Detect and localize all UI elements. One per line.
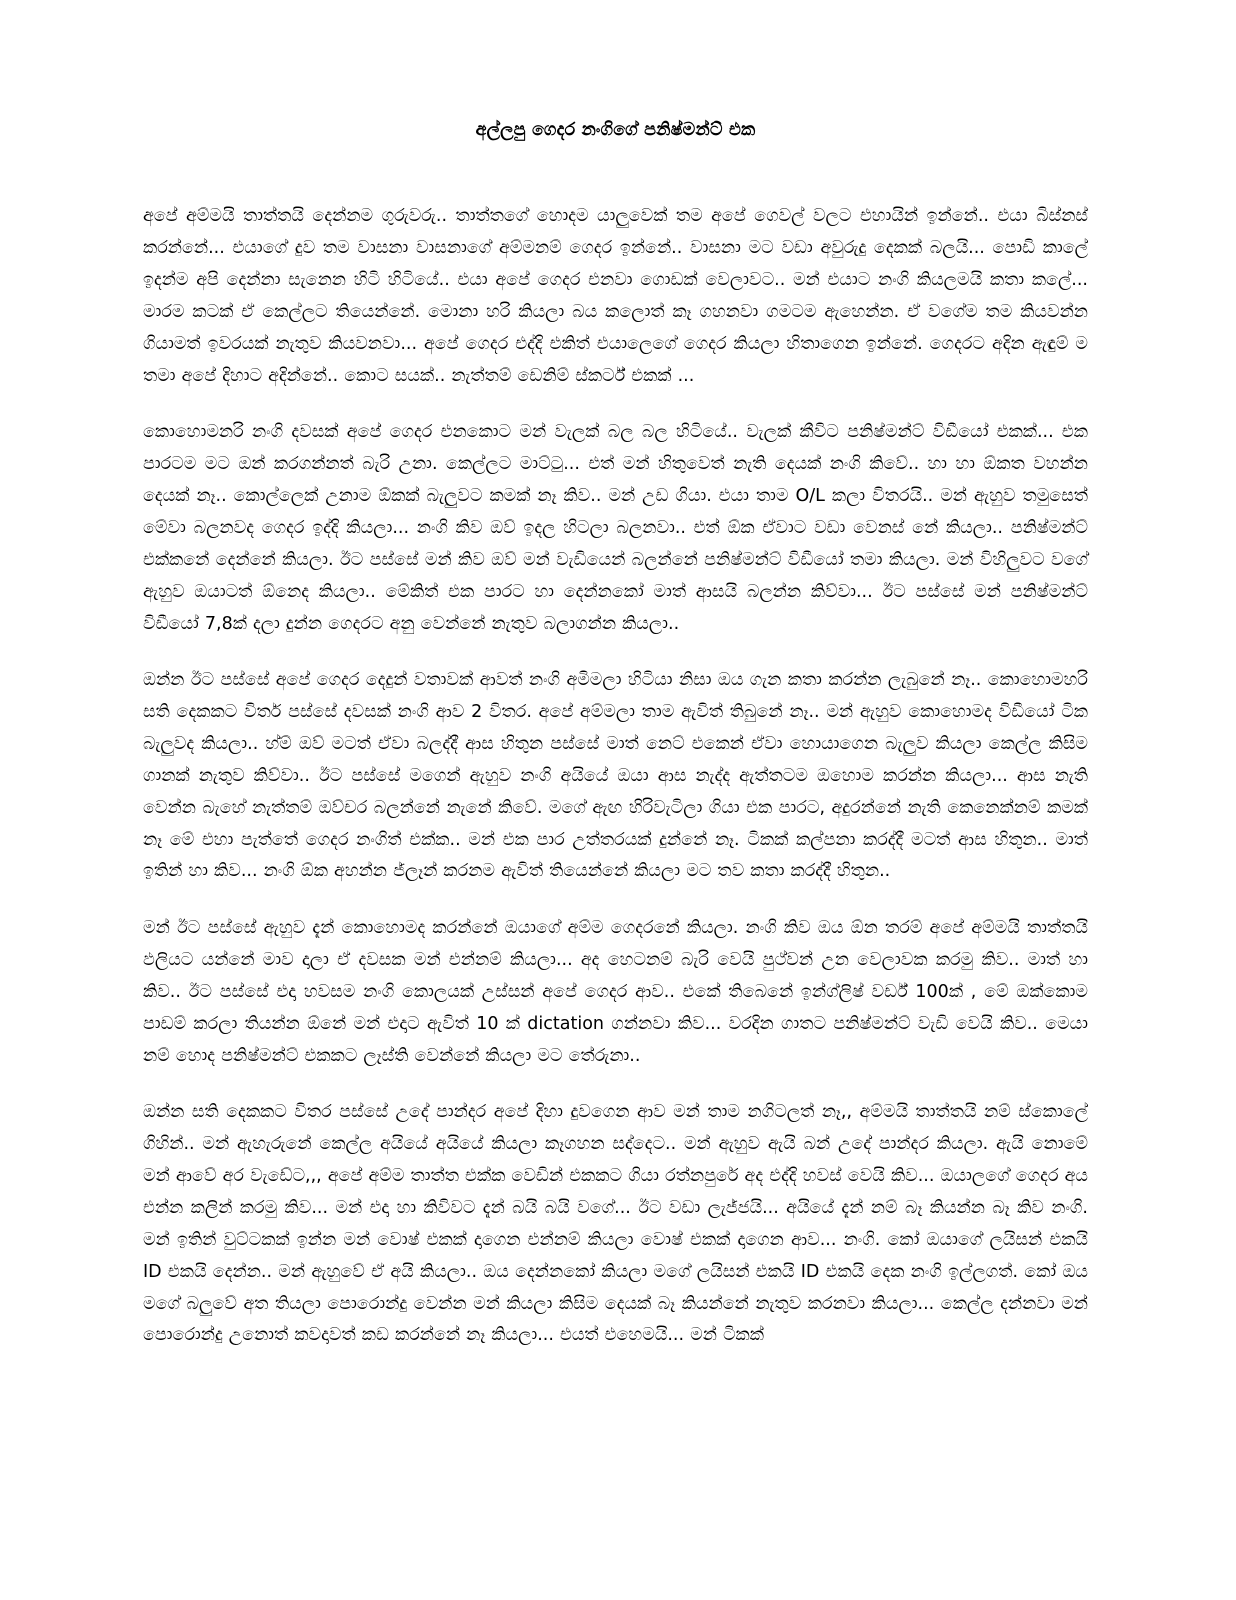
page-title: අල්ලපු ගෙදර නංගිගේ පනිෂ්මන්ට් එක [475, 120, 756, 140]
paragraph: අපේ අම්මයි තාත්තයි දෙන්නම ගුරුවරු.. තාත්තගේ හොදම යාලුවෙක් තම අපේ ගෙවල් වලට එහායින් ඉන්නේ.. එයා බිස්නස් කරන්නේ... එයාගේ දුව තම වාසනා වාසනාගේ අම්මනම් ගෙදර ඉන්නේ.. වාසනා මට වඩා අවුරුදු දෙකක් බලයි... පොඩි කාලේ ඉදන්ම අපි දෙන්නා සැනෙන හිටි හිටියේ.. එයා අපේ ගෙදර එනවා ගොඩක් වෙලාවට.. මන් එයාට නංගි කියලමයි කතා කලේ... මාරම කටක් ඒ කෙල්ලට තියෙන්නේ. මොනා හරි කියලා බය කලොත් කෑ ගහනවා ගමටම ඇහෙන්න. ඒ වගේම තම කියවන්න ගියාමත් ඉවරයක් නැතුව කියවනවා... අපේ ගෙදර එද්දි එකිත් එයාලෙගේ ගෙදර කියලා හිතාගෙන ඉන්නේ. ගෙදරට අදින ඇඳුම් ම තමා අපේ දිහාට අදින්නේ.. කොට සයක්.. නැත්තම් ඩෙනිම් ස්කර්ට් එකක් ... [143, 206, 1088, 386]
paragraph: කොහොමනරි නංගි දවසක් අපේ ගෙදර එනකොට මන් වැලක් බල බල හිටියේ.. වැලක් කීවිට පනිෂ්මන්ට් විඩීයෝ එකක්... එක පාරටම මට ඔන් කරගන්නත් බැරි උනා. කෙල්ලට මාට්ටු... එත් මන් හිතුවෙත් නැති දෙයක් නංගි කිවේ.. හා හා ඕකත වහන්න දෙයක් නෑ.. කොල්ලෙක් උනාම ඕකක් බැලුවට කමක් නෑ කිව.. මන් උඩ ගියා. එයා තාම O/L කලා විතරයි.. මන් ඇහුව තමුසෙත් මේවා බලනවද ගෙදර ඉද්දි කියලා... නංගි කිව ඔව් ඉදල හිටලා බලනවා.. එත් ඕක ඒවාට වඩා වෙනස් නේ කියලා.. පනිෂ්මන්ට් එක්කනේ දෙන්නේ කියලා. ඊට පස්සේ මන් කිව ඔව් මන් වැඩියෙන් බලන්නේ පනිෂ්මන්ට් විඩීයෝ තමා කියලා. මන් විහිලුවට වගේ ඇහුව ඔයාටත් ඕනෙද කියලා.. මේකිත් එක පාරට හා දෙන්නකෝ මාත් ආසයි බලන්න කිව්වා... ඊට පස්සේ මන් පනිෂ්මන්ට් විඩීයෝ 7,8ක් දලා දුන්න ගෙදරට අනු වෙන්නේ නැතුව බලාගන්න කියලා.. [143, 422, 1088, 634]
paragraph: මන් ඊට පස්සේ ඇහුව දැන් කොහොමද කරන්නේ ඔයාගේ අම්ම ගෙදරනේ කියලා. නංගි කිව ඔය ඕන තරම් අපේ අම්මයි තාත්තයි ඵලියට යන්නේ මාව දාලා ඒ දවසක මන් එන්නම් කියලා... අද හෙටනම් බැරි වෙයි පුථ්වන් උන වෙලාවක කරමු කිව.. මාත් හා කිව.. ඊට පස්සේ එදා හවසම නංගි කොලයක් උස්සන් අපේ ගෙදර ආව.. එකේ තිබෙනේ ඉන්ග්ලිෂ් වර්ඩ් 100ක් , මේ ඔක්කොම පාඩම් කරලා තියන්න ඕනේ මන් එදාට ඇවිත් 10 ක් dictation ගන්නවා කිව... වරදින ගාතට පනිෂ්මන්ට් වැඩි වෙයි කිව.. මෙයා නම් හොද පනිෂ්මන්ට් එකකට ලෑස්ති වෙන්නේ කියලා මට තේරුනා.. [143, 918, 1088, 1066]
document-body [143, 201, 1088, 1352]
paragraph: ඔන්න සති දෙකකට විතර පස්සේ උදේ පාන්දර අපේ දිහා දුවගෙන ආව මන් තාම නගිටලත් නෑ,, අම්මයි තාත්තයි නම් ස්කොලේ ගිහින්.. මන් ඇහැරුනේ කෙල්ල අයියේ අයියේ කියලා කෑගහන සද්දෙට.. මන් ඇහුව ඇයි බන් උදේ පාන්දර කියලා. ඇයි නොමේ මන් ආවේ අර වැඩේට,,, අපේ අම්ම තාත්ත එක්ක වෙඩින් එකකට ගියා රත්නපුරේ අද එද්දි හවස් වෙයි කිව... ඔයාලගේ ගෙදර අය එන්න කලින් කරමු කිව... මන් එදා හා කිවිවට දැන් බයි බයි වගේ... ඊට වඩා ලැජ්ජයි... අයියේ දැන් නම් බෑ කියන්න බෑ කිව නංගි. මන් ඉතින් වුට්ටකක් ඉන්න මන් වොෂ් එකක් දාගෙන එන්නම් කියලා වොෂ් එකක් දාගෙන ආව... නංගි. කෝ ඔයාගේ ලයිසන් එකයි ID එකයි දෙන්න.. මන් ඇහුවේ ඒ අයි කියලා.. ඔය දෙන්නකෝ කියලා මගේ ලයිසන් එකයි ID එකයි දෙක නංගි ඉල්ලගත්. කෝ ඔය මගේ බලුවේ අත තියලා පොරොන්දු වෙන්න මන් කියලා කිසිම දෙයක් බෑ කියන්නේ නැතුව කරනවා කියලා... කෙල්ල දන්නවා මන් පොරොන්දු උනොත් කවදාවත් කඩ කරන්නේ නෑ කියලා... එයත් එහෙමයි... මන් ටිකක් [143, 1102, 1088, 1346]
paragraph: ඔන්න ඊට පස්සේ අපේ ගෙදර දෙදුන් වතාවක් ආවත් නංගි අමිමලා හිටියා නිසා ඔය ගැන කතා කරන්න ලැබුනේ නෑ.. කොහොමහරි සති දෙකකට විතර් පස්සේ දවසක් නංගි ආව 2 විතර. අපේ අම්මලා තාම ඇවිත් තිබුනේ නෑ.. මන් ඇහුව කොහොමද විඩීයෝ ටික බැලුවද කියලා.. හ්ම් ඔව් මටත් ඒවා බලද්දී ආස හිතුන පස්සේ මාත් නෙට් එකෙන් ඒවා හොයාගෙන බැලුව කියලා කෙල්ල කිසිම ගානක් නැතුව කිව්වා.. ඊට පස්සේ මගෙන් ඇහුව නංගි අයියේ ඔයා ආස නැද්ද ඇත්තටම ඔහොම කරන්න කියලා... ආස නැති වෙන්න බැහේ නැත්තම් ඔව්චර බලන්නේ නැනේ කිවේ. මගේ ඇඟ හිරිවැටිලා ගියා එක පාරට, අදුරන්නේ නැති කෙනෙක්නම් කමක් නෑ මේ එහා පැත්තේ ගෙදර නංගිත් එක්ක.. මන් එක පාර උත්තරයක් දුන්නේ නෑ. ටිකක් කල්පනා කරද්දී මටත් ආස හිතුන.. මාත් ඉතින් හා කිව... නංගි ඕක අහන්න ජ්ලෑන් කරනම ඇවිත් තියෙන්නේ කියලා මට තව කතා කරද්දී හිතුන.. [143, 670, 1088, 882]
